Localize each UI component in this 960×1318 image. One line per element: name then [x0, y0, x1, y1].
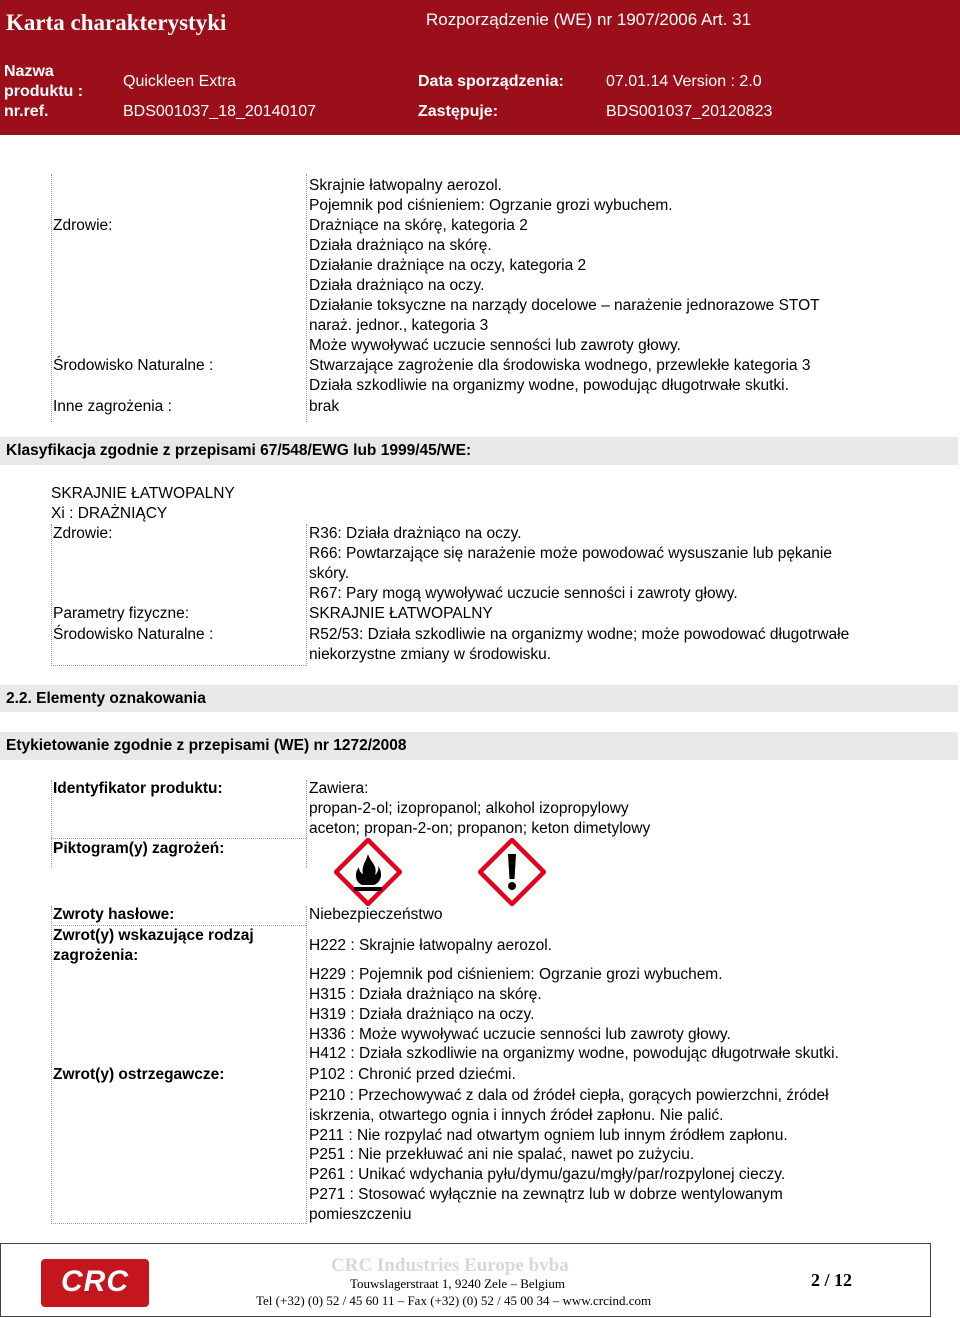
dotted-rule — [51, 925, 306, 926]
health-line: Działa drażniąco na skórę. — [309, 237, 492, 254]
dotted-rule — [306, 906, 307, 1224]
physical-params-value: SKRAJNIE ŁATWOPALNY — [309, 605, 493, 622]
page-number: 2 / 12 — [811, 1270, 853, 1290]
crc-logo — [41, 1259, 149, 1307]
ref-label: nr.ref. — [4, 103, 49, 120]
classification-health-label: Zdrowie: — [53, 525, 113, 542]
hazard-statement: H336 : Może wywoływać uczucie senności lub zawroty głowy. — [309, 1026, 731, 1043]
environment-line: Działa szkodliwie na organizmy wodne, powodując długotrwałe skutki. — [309, 377, 789, 394]
company-name: CRC Industries Europe bvba — [331, 1255, 569, 1276]
other-hazards-value: brak — [309, 398, 340, 415]
classification-env-label: Środowisko Naturalne : — [53, 626, 214, 643]
crc-logo-text: CRC — [61, 1265, 129, 1298]
r-phrase-line: R67: Pary mogą wywoływać uczucie senności i zawroty głowy. — [309, 585, 738, 602]
precautionary-statement: P271 : Stosować wyłącznie na zewnątrz lub w dobrze wentylowanym — [309, 1186, 783, 1203]
date-value: 07.01.14 Version : 2.0 — [606, 73, 762, 90]
precautionary-statements-label: Zwrot(y) ostrzegawcze: — [53, 1066, 225, 1083]
health-line: Drażniące na skórę, kategoria 2 — [309, 217, 528, 234]
product-name: Quickleen Extra — [123, 73, 236, 90]
product-name-label-2: produktu : — [4, 83, 84, 100]
classification-line: SKRAJNIE ŁATWOPALNY — [51, 485, 235, 502]
health-line: Działanie toksyczne na narządy docelowe – narażenie jednorazowe STOT — [309, 297, 820, 314]
flame-pictogram-icon — [334, 838, 402, 906]
hazard-statement: H412 : Działa szkodliwie na organizmy wodne, powodując długotrwałe skutki. — [309, 1045, 839, 1062]
exclamation-pictogram-icon — [478, 838, 546, 906]
regulation-reference: Rozporządzenie (WE) nr 1907/2006 Art. 31 — [426, 10, 752, 29]
precautionary-statement: iskrzenia, otwartego ognia i innych źródeł zapłonu. Nie palić. — [309, 1107, 724, 1124]
contains-line: Zawiera: — [309, 780, 369, 797]
hazard-statement: H315 : Działa drażniąco na skórę. — [309, 986, 542, 1003]
precautionary-statement: P261 : Unikać wdychania pyłu/dymu/gazu/mgły/par/rozpylonej cieczy. — [309, 1166, 786, 1183]
other-hazards-label: Inne zagrożenia : — [53, 398, 172, 415]
r-phrase-line: niekorzystne zmiany w środowisku. — [309, 646, 552, 663]
hazard-statement: H229 : Pojemnik pod ciśnieniem: Ogrzanie grozi wybuchem. — [309, 966, 723, 983]
dotted-rule — [51, 838, 306, 839]
company-contact: Tel (+32) (0) 52 / 45 60 11 – Fax (+32) (0) 52 / 45 00 34 – www.crcind.com — [256, 1293, 652, 1308]
health-label: Zdrowie: — [53, 217, 113, 234]
classification-heading: Klasyfikacja zgodnie z przepisami 67/548/EWG lub 1999/45/WE: — [6, 442, 472, 459]
precautionary-statement: P210 : Przechowywać z dala od źródeł ciepła, gorących powierzchni, źródeł — [309, 1087, 829, 1104]
replaces-value: BDS001037_20120823 — [606, 103, 773, 120]
classification-heading-bar — [0, 437, 958, 465]
dotted-rule — [51, 524, 52, 666]
dotted-rule — [306, 524, 307, 666]
hazard-statement: H319 : Działa drażniąco na oczy. — [309, 1006, 535, 1023]
environment-label: Środowisko Naturalne : — [53, 357, 214, 374]
hazard-statement: H222 : Skrajnie łatwopalny aerozol. — [309, 937, 552, 954]
r-phrase-line: R66: Powtarzające się narażenie może powodować wysuszanie lub pękanie — [309, 545, 832, 562]
signal-word-label: Zwroty hasłowe: — [53, 906, 175, 923]
dotted-rule — [51, 906, 52, 1224]
ref-value: BDS001037_18_20140107 — [123, 103, 317, 120]
health-line: Działa drażniąco na oczy. — [309, 277, 485, 294]
precautionary-statement: pomieszczeniu — [309, 1206, 412, 1223]
product-name-label-1: Nazwa — [4, 63, 54, 80]
precautionary-statement: P102 : Chronić przed dziećmi. — [309, 1066, 516, 1083]
pictograms-label: Piktogram(y) zagrożeń: — [53, 840, 225, 857]
health-line: naraż. jednor., kategoria 3 — [309, 317, 489, 334]
signal-word: Niebezpieczeństwo — [309, 906, 443, 923]
dotted-rule — [306, 174, 307, 422]
document-header — [0, 0, 960, 135]
hazard-line: Skrajnie łatwopalny aerozol. — [309, 177, 502, 194]
hazard-line: Pojemnik pod ciśnieniem: Ogrzanie grozi wybuchem. — [309, 197, 673, 214]
dotted-rule — [306, 780, 307, 868]
classification-line: Xi : DRAŻNIĄCY — [51, 505, 168, 522]
r-phrase-line: skóry. — [309, 565, 350, 582]
contains-line: propan-2-ol; izopropanol; alkohol izopropylowy — [309, 800, 629, 817]
hazard-statements-label-cont: zagrożenia: — [53, 947, 139, 964]
company-address: Touwslagerstraat 1, 9240 Zele – Belgium — [350, 1276, 565, 1291]
product-identifier-label: Identyfikator produktu: — [53, 780, 223, 797]
health-line: Może wywoływać uczucie senności lub zawroty głowy. — [309, 337, 681, 354]
labelling-heading-bar — [0, 732, 958, 760]
physical-params-label: Parametry fizyczne: — [53, 605, 190, 622]
page-footer — [0, 1243, 931, 1317]
replaces-label: Zastępuje: — [418, 103, 499, 120]
dotted-rule — [51, 174, 52, 422]
r-phrase-line: R36: Działa drażniąco na oczy. — [309, 525, 522, 542]
section-heading: 2.2. Elementy oznakowania — [6, 690, 206, 707]
hazard-statements-label: Zwrot(y) wskazujące rodzaj — [53, 927, 254, 944]
date-label: Data sporządzenia: — [418, 73, 564, 90]
precautionary-statement: P251 : Nie przekłuwać ani nie spalać, nawet po zużyciu. — [309, 1146, 695, 1163]
contains-line: aceton; propan-2-on; propanon; keton dimetylowy — [309, 820, 651, 837]
precautionary-statement: P211 : Nie rozpylać nad otwartym ogniem lub innym źródłem zapłonu. — [309, 1127, 788, 1144]
environment-line: Stwarzające zagrożenie dla środowiska wodnego, przewlekłe kategoria 3 — [309, 357, 811, 374]
r-phrase-line: R52/53: Działa szkodliwie na organizmy wodne; może powodować długotrwałe — [309, 626, 850, 643]
dotted-rule — [51, 665, 306, 666]
document-title: Karta charakterystyki — [6, 10, 227, 35]
section-heading-bar — [0, 685, 958, 712]
dotted-rule — [51, 780, 52, 868]
dotted-rule — [51, 1223, 306, 1224]
health-line: Działanie drażniące na oczy, kategoria 2 — [309, 257, 587, 274]
labelling-heading: Etykietowanie zgodnie z przepisami (WE) nr 1272/2008 — [6, 737, 407, 754]
